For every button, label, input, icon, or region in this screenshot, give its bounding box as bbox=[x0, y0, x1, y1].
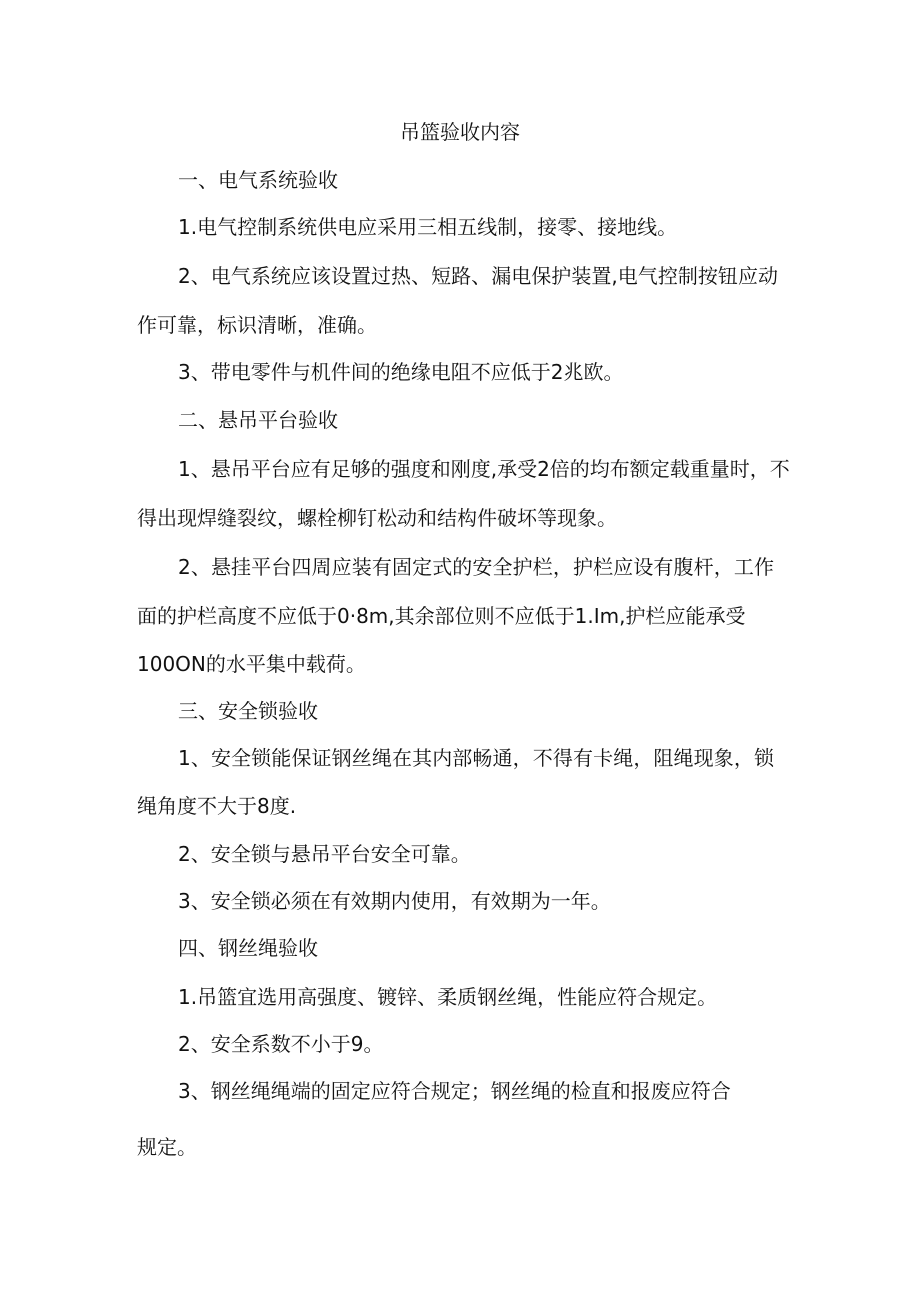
document-title: 吊篮验收内容 bbox=[400, 120, 520, 144]
paragraph-line: 绳角度不大于8度. bbox=[137, 794, 297, 818]
paragraph-line: 得出现焊缝裂纹，螺栓柳钉松动和结构件破坏等现象。 bbox=[137, 506, 617, 530]
paragraph-line: 2、安全锁与悬吊平台安全可靠。 bbox=[178, 842, 471, 866]
paragraph-line: 1.电气控制系统供电应采用三相五线制，接零、接地线。 bbox=[178, 215, 678, 239]
section-heading-wire-rope: 四、钢丝绳验收 bbox=[178, 936, 318, 960]
paragraph-line: 3、安全锁必须在有效期内使用，有效期为一年。 bbox=[178, 889, 611, 913]
paragraph-line: 1、悬吊平台应有足够的强度和刚度,承受2倍的均布额定载重量时，不 bbox=[178, 457, 790, 481]
paragraph-line: 2、悬挂平台四周应装有固定式的安全护栏，护栏应设有腹杆，工作 bbox=[178, 555, 774, 579]
section-heading-electrical: 一、电气系统验收 bbox=[178, 168, 338, 192]
paragraph-line: 1.吊篮宜选用高强度、镀锌、柔质钢丝绳，性能应符合规定。 bbox=[178, 985, 718, 1009]
paragraph-line: 2、安全系数不小于9。 bbox=[178, 1032, 384, 1056]
paragraph-line: 2、电气系统应该设置过热、短路、漏电保护装置,电气控制按钮应动 bbox=[178, 264, 778, 288]
section-heading-platform: 二、悬吊平台验收 bbox=[178, 408, 338, 432]
paragraph-line: 100ON的水平集中载荷。 bbox=[137, 652, 366, 676]
paragraph-line: 1、安全锁能保证钢丝绳在其内部畅通，不得有卡绳，阻绳现象，锁 bbox=[178, 746, 774, 770]
paragraph-line: 3、带电零件与机件间的绝缘电阻不应低于2兆欧。 bbox=[178, 360, 624, 384]
section-heading-safety-lock: 三、安全锁验收 bbox=[178, 699, 318, 723]
paragraph-line: 作可靠，标识清晰，准确。 bbox=[137, 313, 377, 337]
paragraph-line: 3、钢丝绳绳端的固定应符合规定；钢丝绳的检直和报废应符合 bbox=[178, 1079, 731, 1103]
paragraph-line: 规定。 bbox=[137, 1135, 197, 1159]
paragraph-line: 面的护栏高度不应低于0·8m,其余部位则不应低于1.Im,护栏应能承受 bbox=[137, 604, 746, 628]
